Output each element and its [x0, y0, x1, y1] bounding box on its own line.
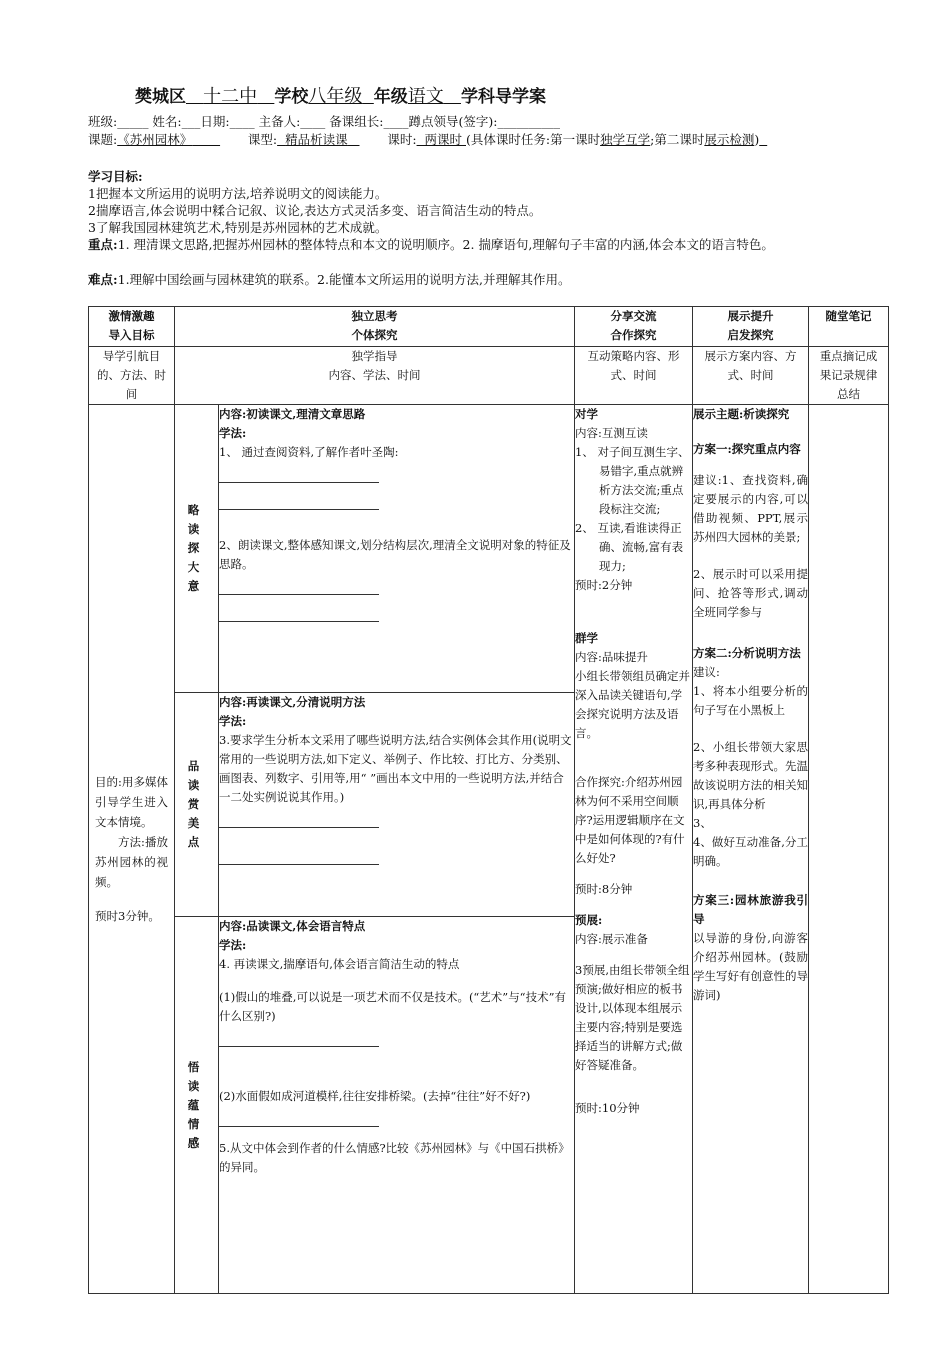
goal-1: 1把握本文所运用的说明方法,培养说明文的阅读能力。: [88, 186, 388, 201]
header-show: 展示提升 启发探究: [693, 307, 809, 347]
goal-3: 3了解我国园林建筑艺术,特别是苏州园林的艺术成就。: [88, 220, 388, 235]
meta-topic: 《苏州园林》: [117, 132, 193, 147]
answer-line[interactable]: [219, 466, 379, 483]
lesson-plan-table: [88, 306, 889, 1294]
title-grade-suffix: 年级: [373, 87, 408, 107]
show-cell: 展示主题:析读探究 方案一:探究重点内容 建议:1、查找资料,确定要展示的内容,可以借助视频、PPT,展示苏州四大园林的美景; 2、展示时可以采用提问、抢答等形式,调动全班同学参与 方案二:分析说明方法 建议: 1、将本小组要分析的句子写在小黑板上 2、小组长带领大家思考多种表现形式。先温故该说明方法的相关知识,再具体分析 3、 4、做好互动准备,分工明确。 方案三:园林旅游我引导 以导游的身份,向游客介绍苏州园林。(鼓励学生写好有创意性的导游词): [693, 405, 809, 1294]
answer-line[interactable]: [219, 605, 379, 622]
meta-hours: 两课时: [424, 132, 463, 147]
notes-cell[interactable]: [809, 405, 889, 1294]
header-notes: 随堂笔记: [809, 307, 889, 347]
meta-type: 精品析读课: [285, 132, 348, 147]
intro-cell: 目的:用多媒体引导学生进入文本情境。 方法:播放苏州园林的视频。 预时3分钟。: [89, 405, 175, 1294]
meta-line1: 班级:_____ 姓名:___日期:____ 主备人:____ 备课组长:____蹲点领导(签字):__________: [88, 114, 560, 129]
sub-cooperate: 互动策略内容、形式、时间: [575, 347, 693, 405]
title-subject: 语文: [407, 86, 444, 107]
title-school-name: 十二中: [203, 86, 258, 107]
title-subject-suffix: 学科导学案: [460, 87, 546, 107]
meta-topic-line: 课题:《苏州园林》 课型: 精品析读课 课时: 两课时 (具体课时任务:第一课时独学互学;第二课时展示检测): [88, 132, 760, 147]
meta-hours-first: 独学互学: [600, 132, 651, 147]
section-1-content: 内容:初读课文,理清文章思路 学法: 1、 通过查阅资料,了解作者叶圣陶: 2、朗读课文,整体感知课文,划分结构层次,理清全文说明对象的特征及思路。: [219, 405, 575, 693]
section-label-1: 略读探大意: [175, 405, 219, 693]
section-2-content: 内容:再读课文,分清说明方法 学法: 3.要求学生分析本文采用了哪些说明方法,结合实例体会其作用(说明文常用的一些说明方法,如下定义、举例子、作比较、打比方、分类别、画图表、列数字、引用等,用“ ”画出本文中用的一些说明方法,并结合一二处实例说说其作用。): [219, 693, 575, 917]
answer-line[interactable]: [219, 811, 379, 828]
answer-line[interactable]: [219, 578, 379, 595]
sub-independent: 独学指导 内容、学法、时间: [175, 347, 575, 405]
title-school-suffix: 学校: [274, 87, 309, 107]
sub-intro: 导学引航目的、方法、时间: [89, 347, 175, 405]
section-label-3: 悟读蕴情感: [175, 917, 219, 1294]
title-grade-name: 八年级: [308, 86, 363, 107]
section-3-content: 内容:品读课文,体会语言特点 学法: 4. 再读课文,揣摩语句,体会语言简洁生动的特点 (1)假山的堆叠,可以说是一项艺术而不仅是技术。(“艺术”与“技术”有什么区别?) (2)水面假如成河道模样,往往安排桥梁。(去掉“往往”好不好?) 5.从文中体会到作者的什么情感?比较《苏州园林》与《中国石拱桥》的异同。: [219, 917, 575, 1294]
goals-label: 学习目标:: [88, 169, 143, 184]
page-title: [135, 82, 546, 108]
header-intro: 激情激趣 导入目标: [89, 307, 175, 347]
answer-line[interactable]: [219, 1030, 379, 1047]
key-points: 重点:1. 理清课文思路,把握苏州园林的整体特点和本文的说明顺序。2. 揣摩语句,理解句子丰富的内涵,体会本文的语言特色。: [88, 237, 774, 252]
sub-show: 展示方案内容、方式、时间: [693, 347, 809, 405]
answer-line[interactable]: [219, 848, 379, 865]
title-district: 樊城区: [135, 87, 186, 107]
answer-line[interactable]: [219, 493, 379, 510]
goal-2: 2揣摩语言,体会说明中糅合记叙、议论,表达方式灵活多变、语言简洁生动的特点。: [88, 203, 542, 218]
header-independent: 独立思考 个体探究: [175, 307, 575, 347]
cooperate-cell: 对学 内容:互测互读 1、 对子间互测生字、易错字,重点就辨析方法交流;重点段标注交流; 2、 互读,看谁读得正确、流畅,富有表现力; 预时:2分钟 群学 内容:品味提升 小组长带领组员确定并深入品读关键语句,学会探究说明方法及语言。 合作探究:介绍苏州园林为何不采用空间顺序?运用逻辑顺序在文中是如何体现的?有什么好处? 预时:8分钟 预展: 内容:展示准备 3预展,由组长带领全组预演;做好相应的板书设计,以体现本组展示主要内容;特别是要选择适当的讲解方式;做好答疑准备。 预时:10分钟: [575, 405, 693, 1294]
meta-hours-second: 展示检测: [704, 132, 755, 147]
sub-notes: 重点摘记成果记录规律总结: [809, 347, 889, 405]
difficult-points: 难点:1.理解中国绘画与园林建筑的联系。2.能懂本文所运用的说明方法,并理解其作用。: [88, 272, 571, 287]
header-cooperate: 分享交流 合作探究: [575, 307, 693, 347]
section-label-2: 品读赏美点: [175, 693, 219, 917]
answer-line[interactable]: [219, 1110, 379, 1127]
